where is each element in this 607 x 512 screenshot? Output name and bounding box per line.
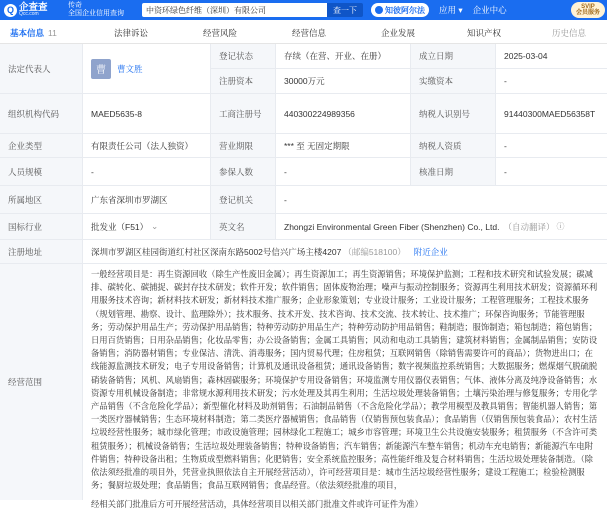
region-label: 所属地区 xyxy=(0,186,82,213)
tab-operations[interactable]: 经营信息 xyxy=(292,28,327,38)
scope-text: 一般经营项目是：再生资源回收（除生产性废旧金属）；再生资源加工；再生资源销售；环境保护监测；工程和技术研究和试验发展；碳减排、碳转化、碳捕捉、碳封存技术研发；软件开发；软件销售；固体废物治理；噪声与振动控制服务；资源再生利用技术研发；资源循环利用服务技术咨询；新材料技术研发；新材料技术推广服务；企业形象策划；专业设计服务；工业设计服务；工程管理服务；工程技术服务（规划管理、勘察、设计、监理除外）；技术服务、技术开发、技术咨询、技术交流、技术转让、技术推广；环保咨询服务；节能管理服务；劳动保护用品生产；劳动保护用品销售；特种劳动防护用品生产；特种劳动防护用品销售；鞋制造；服饰制造；箱包制造；箱包销售；日用百货销售；日用杂品销售；化妆品零售；办公设备销售；金属工具销售；风动和电动工具销售；建筑材料销售；金属制品销售；安防设备销售；消防器材销售；专业保洁、清洗、消毒服务；国内贸易代理；住房租赁；互联网销售（除销售需要许可的商品）；货物进出口；在线能源监测技术研发；电子专用设备销售；计算机及通讯设备租赁；通讯设备销售；数字视频监控系统销售；大数据服务；燃煤烟气脱硫脱硝装备销售；风机、风扇销售；森林固碳服务；环境保护专用设备销售；环境监测专用仪器仪表销售；气体、液体分离及纯净设备销售；水资源专用机械设备制造；非常规水源利用技术研发；污水处理及其再生利用；生活垃圾处理装备销售；土壤污染治理与修复服务；专用化学产品销售（不含危险化学品）；新型催化材料及助剂销售；石油制品销售（不含危险化学品）；教学用模型及教具销售；智能机器人销售；第一类医疗器械销售；生态环境材料制造；第二类医疗器械销售；食品销售（仅销售预包装食品）；食品销售（仅销售预包装食品）；农村生活垃圾经营性服务；城市绿化管理；市政设施管理；园林绿化工程施工；城乡市容管理；环境卫生公共设施安装服务；租赁服务（不含许可类租赁服务）；机械设备销售；生活垃圾处理装备销售；特种设备销售；汽车销售；新能源汽车整车销售；机动车充电销售；新能源汽车电附件销售；特种设备出租；生物质成型燃料销售；化肥销售；安全系统监控服务；高性能纤维及复合材料销售；生活垃圾处理装备制造。（除依法须经批准的项目外，凭营业执照依法自主开展经营活动），许可经营项目是：城市生活垃圾经营性服务；建设工程施工；检验检测服务；餐厨垃圾处理；食品销售；食品互联网销售；食品经营。（依法须经批准的项目， xyxy=(91,269,598,491)
address-postcode: （邮编518100） xyxy=(343,246,406,257)
alpha-icon xyxy=(375,6,383,14)
logo-domain: Qcc.com xyxy=(19,11,39,18)
tab-risk[interactable]: 经营风险 xyxy=(203,28,238,38)
tab-basic-info[interactable]: 基本信息 11 xyxy=(10,28,57,38)
biz-term-value: *** 至 无固定期限 xyxy=(275,134,410,157)
tab-ip[interactable]: 知识产权 xyxy=(467,28,502,38)
taxpayer-qual-value: - xyxy=(495,134,607,157)
business-scope xyxy=(82,264,607,510)
english-name-note: （自动翻译） xyxy=(503,221,555,232)
staff-size-label: 人员规模 xyxy=(0,158,82,185)
table-row xyxy=(210,44,607,69)
reg-capital-label: 注册资本 xyxy=(210,69,275,93)
table-row xyxy=(0,94,607,134)
company-type-label: 企业类型 xyxy=(0,134,82,157)
tab-development[interactable]: 企业发展 xyxy=(381,28,416,38)
tab-legal[interactable]: 法律诉讼 xyxy=(114,28,149,38)
svip-badge[interactable]: SVIP 会员服务 xyxy=(571,2,605,18)
legal-rep-cell xyxy=(82,44,210,93)
legal-rep-avatar[interactable]: 曹 xyxy=(91,59,111,79)
search-button[interactable]: 查一下 xyxy=(327,3,363,17)
org-code-value: MAED5635-8 xyxy=(82,94,210,133)
established-label: 成立日期 xyxy=(410,44,495,68)
nav-enterprise-center[interactable]: 企业中心 xyxy=(472,5,507,15)
address-label: 注册地址 xyxy=(0,240,82,263)
table-row xyxy=(0,264,607,510)
industry-value: 批发业（F51） xyxy=(91,221,149,232)
slogan: 传奇 全国企业信用查询 xyxy=(68,2,124,17)
industry-cell xyxy=(82,214,210,239)
region-value: 广东省深圳市罗湖区 xyxy=(82,186,210,213)
reg-authority-label: 登记机关 xyxy=(210,186,275,213)
nearby-companies-link[interactable]: 附近企业 xyxy=(413,246,448,257)
approval-date-value: - xyxy=(495,158,607,185)
biz-term-label: 营业期限 xyxy=(210,134,275,157)
approval-date-label: 核准日期 xyxy=(410,158,495,185)
tab-history[interactable]: 历史信息 xyxy=(552,28,587,38)
insured-label: 参保人数 xyxy=(210,158,275,185)
chevron-down-icon[interactable]: ⌄ xyxy=(151,221,159,231)
reg-status-label: 登记状态 xyxy=(210,44,275,68)
table-row xyxy=(0,186,607,214)
zhijian-alpha-button[interactable]: 知彼阿尔法 xyxy=(371,3,429,17)
staff-size-value: - xyxy=(82,158,210,185)
legal-rep-name[interactable]: 曹文胜 xyxy=(117,63,143,74)
paid-capital-label: 实缴资本 xyxy=(410,69,495,93)
reg-authority-value: - xyxy=(275,186,607,213)
english-name-label: 英文名 xyxy=(210,214,275,239)
company-type-value: 有限责任公司（法人独资） xyxy=(82,134,210,157)
table-row xyxy=(0,134,607,158)
established-value: 2025-03-04 xyxy=(495,44,607,68)
org-code-label: 组织机构代码 xyxy=(0,94,82,133)
logo-icon: Q xyxy=(4,4,17,17)
reg-no-value: 440300224989356 xyxy=(275,94,410,133)
insured-value: - xyxy=(275,158,410,185)
scope-footer: 经相关部门批准后方可开展经营活动，具体经营项目以相关部门批准文件或许可证件为准） xyxy=(91,499,423,510)
reg-no-label: 工商注册号 xyxy=(210,94,275,133)
english-name-cell xyxy=(275,214,607,239)
taxpayer-qual-label: 纳税人资质 xyxy=(410,134,495,157)
qcc-logo[interactable] xyxy=(4,3,68,18)
table-row xyxy=(0,240,607,264)
address-cell xyxy=(82,240,607,263)
info-icon[interactable]: ⓘ xyxy=(556,222,565,231)
legal-rep-label: 法定代表人 xyxy=(0,44,82,93)
search-input[interactable]: 中资环绿色纤维（深圳）有限公司 xyxy=(142,3,327,17)
reg-status-value: 存续（在营、开业、在册） xyxy=(275,44,410,68)
table-row xyxy=(0,214,607,240)
address-value: 深圳市罗湖区桂园街道红村社区深南东路5002号信兴广场主楼4207 xyxy=(91,246,342,257)
taxpayer-id-label: 纳税人识别号 xyxy=(410,94,495,133)
section-tabs xyxy=(0,20,607,44)
paid-capital-value: - xyxy=(495,69,607,93)
scope-label: 经营范围 xyxy=(0,264,82,500)
table-row xyxy=(0,158,607,186)
taxpayer-id-value: 91440300MAED56358T xyxy=(495,94,607,133)
reg-capital-value: 30000万元 xyxy=(275,69,410,93)
industry-label: 国标行业 xyxy=(0,214,82,239)
nav-app-menu[interactable]: 应用 ▾ xyxy=(439,5,463,15)
logo-name: 企查查 xyxy=(19,1,48,13)
table-row xyxy=(210,69,607,94)
english-name-value: Zhongzi Environmental Green Fiber (Shenzhen) Co., Ltd. xyxy=(284,221,500,232)
top-header xyxy=(0,0,607,20)
